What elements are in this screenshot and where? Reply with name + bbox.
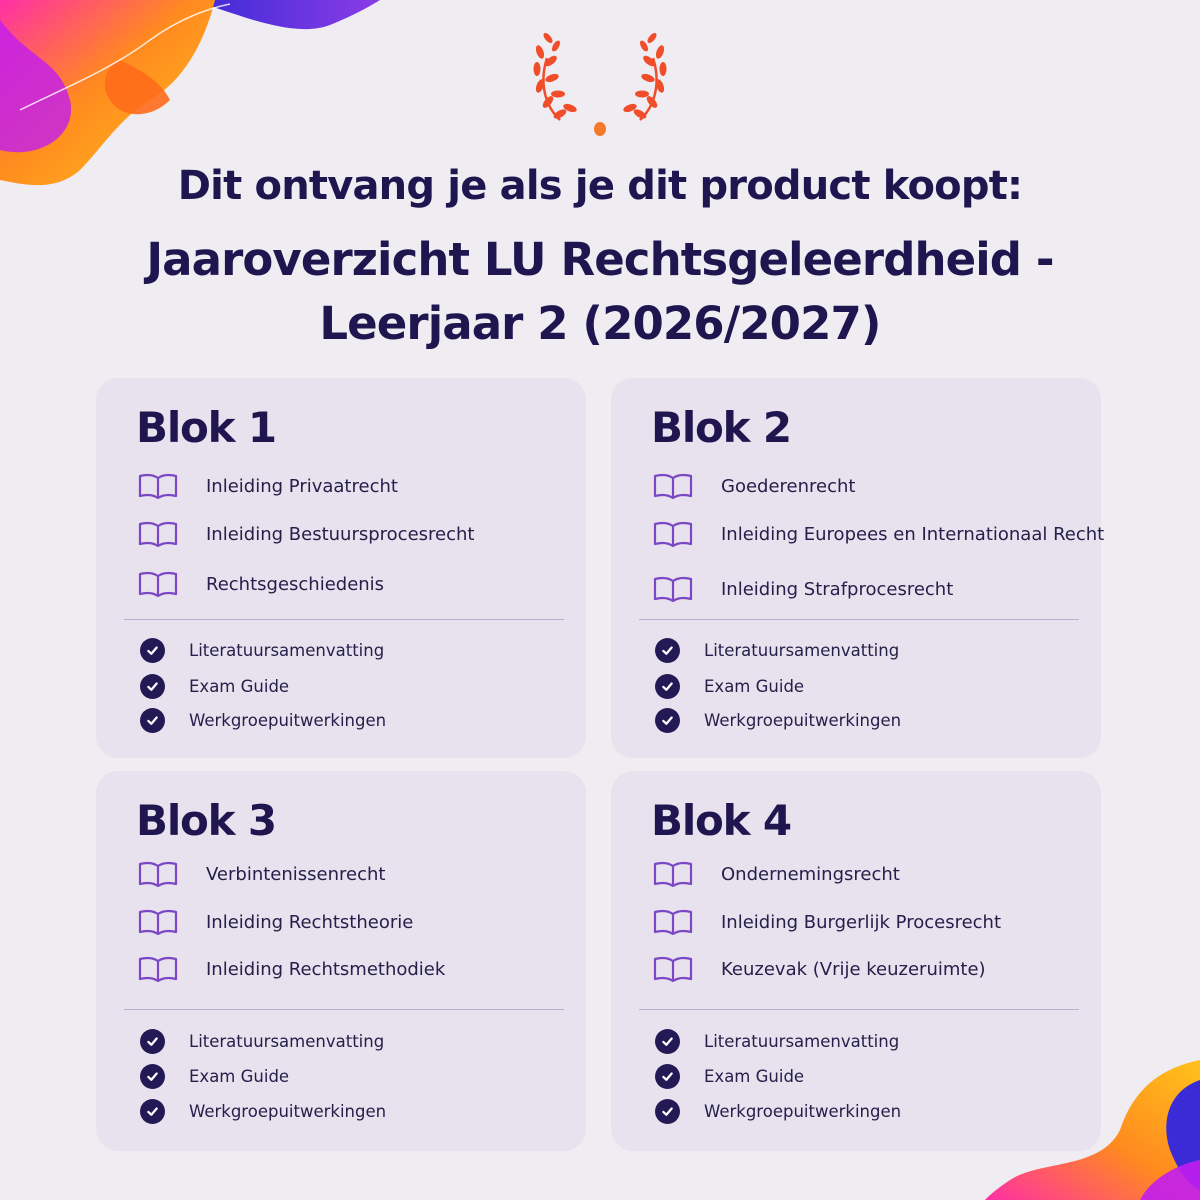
- feature-item: [140, 672, 289, 700]
- open-book-icon: [138, 860, 178, 888]
- feature-item: [655, 706, 901, 734]
- open-book-icon: [138, 955, 178, 983]
- course-item: [138, 953, 445, 985]
- page-title-line-1: Jaaroverzicht LU Rechtsgeleerdheid -: [146, 233, 1054, 286]
- page-title-line-2: Leerjaar 2 (2026/2027): [319, 297, 881, 350]
- feature-label: Exam Guide: [189, 676, 290, 696]
- feature-label: Werkgroepuitwerkingen: [704, 1101, 902, 1121]
- block-card-3: [96, 771, 586, 1151]
- open-book-icon: [138, 520, 178, 548]
- block-title: Blok 2: [651, 403, 791, 452]
- feature-label: Werkgroepuitwerkingen: [189, 710, 387, 730]
- feature-item: [140, 1097, 386, 1125]
- course-label: Goederenrecht: [721, 475, 856, 497]
- course-item: [138, 470, 398, 502]
- feature-label: Exam Guide: [704, 676, 805, 696]
- course-label: Inleiding Bestuursprocesrecht: [206, 523, 475, 545]
- check-circle-icon: [655, 1064, 680, 1089]
- course-item: [653, 858, 900, 890]
- feature-item: [655, 1097, 901, 1125]
- check-circle-icon: [140, 674, 165, 699]
- feature-label: Literatuursamenvatting: [704, 1031, 900, 1051]
- open-book-icon: [653, 908, 693, 936]
- laurel-wreath-icon: [525, 28, 675, 140]
- feature-item: [655, 636, 899, 664]
- open-book-icon: [653, 520, 693, 548]
- block-card-2: [611, 378, 1105, 758]
- feature-item: [140, 706, 386, 734]
- feature-item: [655, 1027, 899, 1055]
- open-book-icon: [138, 570, 178, 598]
- page-subtitle: Dit ontvang je als je dit product koopt:: [177, 163, 1023, 209]
- course-item: [653, 953, 986, 985]
- block-title: Blok 4: [651, 796, 791, 845]
- check-circle-icon: [655, 1029, 680, 1054]
- block-card-4: [611, 771, 1101, 1151]
- open-book-icon: [653, 575, 693, 603]
- course-label: Rechtsgeschiedenis: [206, 573, 385, 595]
- feature-label: Literatuursamenvatting: [189, 1031, 385, 1051]
- page-title: [0, 228, 1200, 356]
- course-label: Ondernemingsrecht: [721, 863, 900, 885]
- course-item: [138, 906, 413, 938]
- check-circle-icon: [655, 1099, 680, 1124]
- course-label: Inleiding Burgerlijk Procesrecht: [721, 911, 1002, 933]
- course-label: Keuzevak (Vrije keuzeruimte): [721, 958, 986, 980]
- open-book-icon: [653, 955, 693, 983]
- feature-label: Literatuursamenvatting: [704, 640, 900, 660]
- block-title: Blok 1: [136, 403, 276, 452]
- course-label: Inleiding Europees en Internationaal Recht: [721, 523, 1105, 545]
- course-item: [653, 573, 953, 605]
- check-circle-icon: [140, 1064, 165, 1089]
- feature-item: [655, 1062, 804, 1090]
- feature-label: Exam Guide: [189, 1066, 290, 1086]
- course-label: Verbintenissenrecht: [206, 863, 386, 885]
- check-circle-icon: [140, 1099, 165, 1124]
- feature-item: [655, 672, 804, 700]
- course-item: [653, 906, 1001, 938]
- course-item: [653, 470, 855, 502]
- course-item: [138, 568, 384, 600]
- header: [0, 158, 1200, 356]
- check-circle-icon: [140, 638, 165, 663]
- course-label: Inleiding Privaatrecht: [206, 475, 398, 497]
- open-book-icon: [138, 472, 178, 500]
- divider: [124, 619, 564, 620]
- feature-label: Werkgroepuitwerkingen: [704, 710, 902, 730]
- feature-label: Werkgroepuitwerkingen: [189, 1101, 387, 1121]
- course-item: [653, 518, 1104, 550]
- check-circle-icon: [655, 674, 680, 699]
- check-circle-icon: [140, 708, 165, 733]
- feature-label: Literatuursamenvatting: [189, 640, 385, 660]
- course-label: Inleiding Rechtstheorie: [206, 911, 414, 933]
- check-circle-icon: [655, 708, 680, 733]
- open-book-icon: [653, 860, 693, 888]
- feature-item: [140, 1062, 289, 1090]
- divider: [639, 619, 1079, 620]
- feature-item: [140, 636, 384, 664]
- feature-label: Exam Guide: [704, 1066, 805, 1086]
- check-circle-icon: [140, 1029, 165, 1054]
- block-title: Blok 3: [136, 796, 276, 845]
- course-item: [138, 858, 385, 890]
- open-book-icon: [138, 908, 178, 936]
- check-circle-icon: [655, 638, 680, 663]
- open-book-icon: [653, 472, 693, 500]
- course-label: Inleiding Rechtsmethodiek: [206, 958, 446, 980]
- feature-item: [140, 1027, 384, 1055]
- divider: [124, 1009, 564, 1010]
- course-item: [138, 518, 474, 550]
- block-card-1: [96, 378, 586, 758]
- divider: [639, 1009, 1079, 1010]
- course-label: Inleiding Strafprocesrecht: [721, 578, 954, 600]
